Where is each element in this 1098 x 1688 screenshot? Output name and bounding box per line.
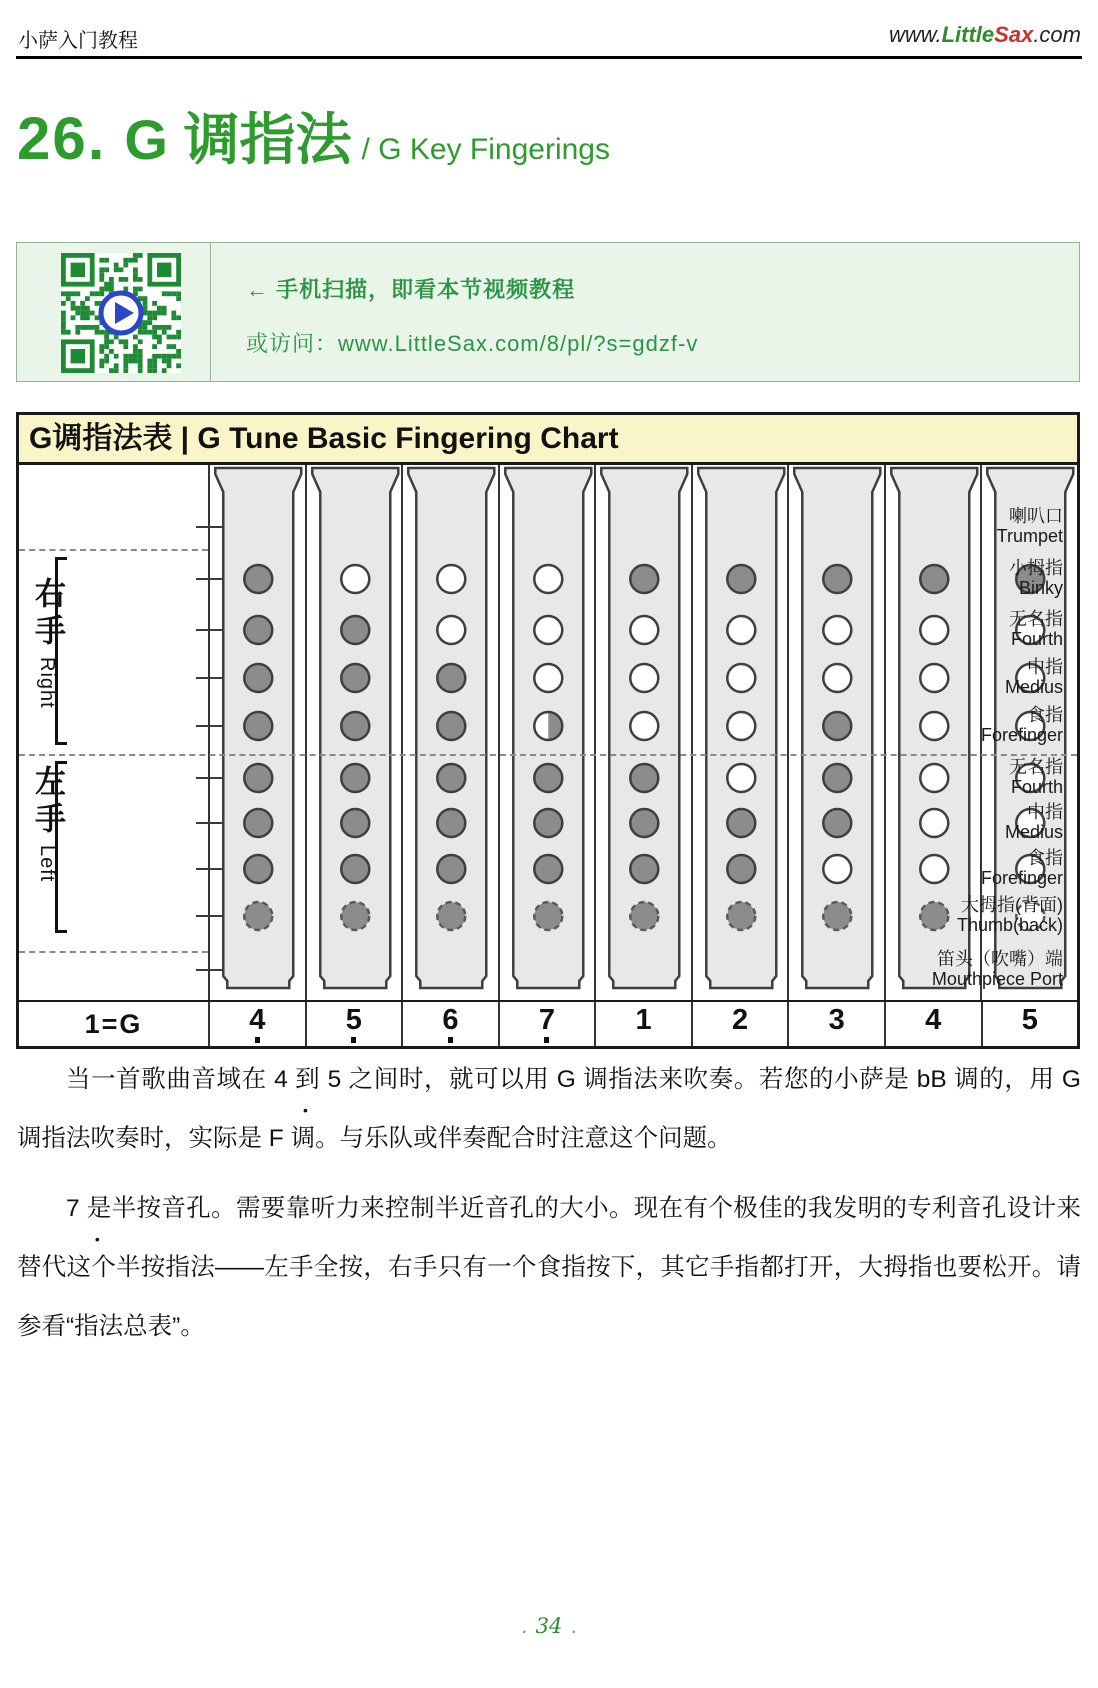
tone-hole-filled: [437, 809, 465, 837]
section-title: [17, 96, 610, 176]
label-binky-en: Binky: [1018, 578, 1063, 598]
tone-hole-filled-dashed: [341, 902, 369, 930]
note-cell-2: [305, 1002, 402, 1046]
page-number-right-dot: .: [570, 1614, 578, 1638]
hand-left: [25, 765, 70, 882]
label-forefinger-en: Forefinger: [980, 868, 1063, 888]
note-number: 4: [925, 1003, 942, 1036]
label-trumpet-cn: 喇叭口: [1009, 506, 1063, 526]
tone-hole-open: [437, 616, 465, 644]
label-medius: [1005, 657, 1063, 697]
url-com: .com: [1033, 22, 1081, 47]
tone-hole-open: [727, 712, 755, 740]
label-binky-cn: 小拇指: [1009, 558, 1063, 578]
qr-video-box: [16, 242, 1080, 382]
paragraph-1: [17, 1050, 1081, 1168]
tone-hole-filled: [244, 616, 272, 644]
label-connector-line: [196, 868, 222, 870]
tone-hole-open: [727, 664, 755, 692]
label-thumb-back-: [957, 895, 1063, 935]
instrument-tube: [789, 465, 886, 1000]
fingering-column-6: [691, 465, 788, 1000]
instrument-tube: [403, 465, 500, 1000]
label-connector-line: [196, 677, 222, 679]
label-forefinger-en: Forefinger: [980, 725, 1063, 745]
fingering-column-5: [594, 465, 691, 1000]
label-connector-line: [196, 629, 222, 631]
note-cell-6: [691, 1002, 788, 1046]
tone-hole-filled: [244, 764, 272, 792]
url-little: Little: [941, 22, 995, 47]
note-number: 2: [732, 1003, 749, 1036]
hand-right-cn: 右手: [30, 577, 65, 651]
section-dashed-divider: [19, 951, 208, 953]
label-connector-line: [196, 822, 222, 824]
tone-hole-filled-dashed: [630, 902, 658, 930]
body-text: [17, 1050, 1081, 1367]
fingering-chart: [16, 412, 1080, 1049]
fingering-column-7: [787, 465, 884, 1000]
section-number: 26.: [17, 105, 107, 172]
tone-hole-filled: [437, 764, 465, 792]
page-number-left-dot: .: [520, 1614, 528, 1638]
label-fourth-cn: 无名指: [1009, 609, 1063, 629]
tone-hole-filled: [244, 712, 272, 740]
instrument-tube: [500, 465, 597, 1000]
tone-hole-filled: [244, 565, 272, 593]
paragraph-text: 到 5 之间时，就可以用 G 调指法来吹奏。若您的小萨是 bB 调的，用 G 调指法吹奏时，实际是 F 调。与乐队或伴奏配合时注意这个问题。: [17, 1066, 1081, 1152]
label-connector-line: [196, 915, 222, 917]
header-rule: [16, 56, 1082, 59]
chart-note-row: [19, 1000, 1077, 1046]
note-number: 5: [1021, 1003, 1038, 1036]
tone-hole-filled: [727, 855, 755, 883]
label-connector-line: [196, 725, 222, 727]
key-signature: 1=G: [84, 1008, 143, 1039]
tone-hole-filled-dashed: [244, 902, 272, 930]
tone-hole-filled: [630, 855, 658, 883]
tone-hole-filled-dashed: [920, 902, 948, 930]
label-fourth-en: Fourth: [1010, 777, 1063, 797]
instrument-tube: [210, 465, 307, 1000]
page-number-value: 34: [535, 1614, 563, 1638]
tone-hole-filled: [244, 855, 272, 883]
tone-hole-open: [534, 616, 562, 644]
note-cell-1: [208, 1002, 305, 1046]
tone-hole-filled: [824, 712, 852, 740]
tone-hole-open: [920, 764, 948, 792]
tone-hole-filled: [630, 764, 658, 792]
tone-hole-open: [920, 664, 948, 692]
note-cell-9: [981, 1002, 1078, 1046]
label-connector-line: [196, 969, 222, 971]
qr-url-line: [246, 327, 698, 358]
qr-scan-hint: ← 手机扫描，即看本节视频教程: [246, 277, 576, 302]
label-medius: [1005, 802, 1063, 842]
note-cell-4: [498, 1002, 595, 1046]
tone-hole-open: [920, 809, 948, 837]
label-connector-line: [196, 777, 222, 779]
tone-hole-open: [630, 712, 658, 740]
tone-hole-open: [727, 616, 755, 644]
tone-hole-filled-dashed: [437, 902, 465, 930]
section-title-en: / G Key Fingerings: [361, 133, 610, 166]
hand-left-cn: 左手: [30, 765, 65, 839]
low-octave-dot: [448, 1037, 453, 1043]
label-fourth-cn: 无名指: [1009, 757, 1063, 777]
tone-hole-open: [534, 664, 562, 692]
tone-hole-filled: [437, 712, 465, 740]
tone-hole-filled: [727, 565, 755, 593]
section-dashed-divider: [19, 549, 208, 551]
section-title-cn: G 调指法: [124, 108, 352, 171]
chart-body: [19, 465, 1077, 1000]
label-mouthpiece-port: [932, 949, 1063, 989]
fingering-column-2: [305, 465, 402, 1000]
instrument-tube: [596, 465, 693, 1000]
tone-hole-open: [437, 565, 465, 593]
label-forefinger: [981, 705, 1063, 745]
instrument-tube: [693, 465, 790, 1000]
note-number: 7: [538, 1003, 556, 1036]
low-octave-dot: [351, 1037, 356, 1043]
tone-hole-filled: [437, 855, 465, 883]
label-fourth: [1009, 757, 1063, 797]
tone-hole-open: [920, 712, 948, 740]
tone-hole-filled: [437, 664, 465, 692]
low-octave-dot: [544, 1037, 549, 1043]
label-mouthpiece-port-en: Mouthpiece Port: [931, 969, 1063, 989]
header-website: [889, 22, 1081, 48]
tone-hole-filled: [534, 764, 562, 792]
section-dashed-divider: [19, 754, 1077, 756]
label-forefinger: [981, 848, 1063, 888]
qr-url-prefix: 或访问：: [246, 331, 339, 356]
paragraph-text: 当一首歌曲音域在: [66, 1066, 275, 1093]
tone-hole-filled: [534, 855, 562, 883]
tone-hole-filled: [630, 809, 658, 837]
label-forefinger-cn: 食指: [1027, 848, 1063, 868]
tone-hole-filled: [824, 565, 852, 593]
tone-hole-filled: [824, 809, 852, 837]
hand-right: [25, 577, 70, 709]
tone-hole-filled: [824, 764, 852, 792]
note-number: 1: [635, 1003, 652, 1036]
note-cell-8: [884, 1002, 981, 1046]
chart-title: G调指法表 | G Tune Basic Fingering Chart: [19, 415, 1077, 465]
note-cell-7: [787, 1002, 884, 1046]
url-sax: Sax: [994, 22, 1034, 47]
label-thumb-back--cn: 大拇指(背面): [961, 895, 1063, 915]
label-connector-line: [196, 526, 222, 528]
label-medius-en: Medius: [1004, 822, 1063, 842]
label-medius-cn: 中指: [1027, 657, 1063, 677]
tone-hole-filled: [341, 764, 369, 792]
tone-hole-open: [630, 616, 658, 644]
header-book-title: 小萨入门教程: [18, 30, 138, 52]
tone-hole-filled: [727, 809, 755, 837]
fingering-column-1: [208, 465, 305, 1000]
label-medius-en: Medius: [1004, 677, 1063, 697]
jianpu-low-note: 4 •: [274, 1066, 288, 1093]
label-mouthpiece-port-cn: 笛头（吹嘴）端: [937, 949, 1063, 969]
tone-hole-filled: [341, 809, 369, 837]
label-fourth-en: Fourth: [1010, 629, 1063, 649]
note-number: 4: [249, 1003, 266, 1036]
note-cell-3: [401, 1002, 498, 1046]
qr-box-divider: [210, 243, 211, 381]
label-medius-cn: 中指: [1027, 802, 1063, 822]
tone-hole-filled-dashed: [727, 902, 755, 930]
paragraph-2: [17, 1179, 1081, 1356]
fingering-column-3: [401, 465, 498, 1000]
tone-hole-open: [341, 565, 369, 593]
tone-hole-open: [824, 664, 852, 692]
page-number: [0, 1614, 1098, 1638]
tone-hole-open: [824, 616, 852, 644]
tone-hole-open: [630, 664, 658, 692]
note-number: 3: [828, 1003, 845, 1036]
tone-hole-filled: [534, 809, 562, 837]
low-octave-dot: [255, 1037, 260, 1043]
paragraph-text: 是半按音孔。需要靠听力来控制半近音孔的大小。现在有个极佳的我发明的专利音孔设计来替代这个半按指法——左手全按，右手只有一个食指按下，其它手指都打开，大拇指也要松开。请参看“指法总表”。: [17, 1195, 1081, 1340]
tone-hole-filled: [341, 712, 369, 740]
qr-url: www.LittleSax.com/8/pl/?s=gdzf-v: [338, 331, 699, 356]
jianpu-low-note: 7 •: [66, 1195, 80, 1222]
tone-hole-filled-dashed: [534, 902, 562, 930]
tone-hole-filled: [341, 616, 369, 644]
tone-hole-filled: [341, 664, 369, 692]
tone-hole-filled: [630, 565, 658, 593]
label-thumb-back--en: Thumb(back): [956, 915, 1063, 935]
label-connector-line: [196, 578, 222, 580]
tone-hole-filled-dashed: [824, 902, 852, 930]
fingering-column-4: [498, 465, 595, 1000]
tone-hole-filled: [244, 664, 272, 692]
note-number: 6: [442, 1003, 459, 1036]
tone-hole-open: [824, 855, 852, 883]
tone-hole-open: [920, 616, 948, 644]
qr-code: [61, 253, 181, 373]
note-cell-5: [594, 1002, 691, 1046]
tone-hole-filled: [244, 809, 272, 837]
label-fourth: [1009, 609, 1063, 649]
hand-right-en: Right: [36, 657, 58, 709]
url-www: www.: [889, 22, 942, 47]
instrument-tube: [307, 465, 404, 1000]
label-binky: [1009, 558, 1063, 598]
label-forefinger-cn: 食指: [1027, 705, 1063, 725]
tone-hole-open: [920, 855, 948, 883]
tone-hole-filled: [341, 855, 369, 883]
tone-hole-open: [727, 764, 755, 792]
note-number: 5: [345, 1003, 362, 1036]
label-trumpet: [997, 506, 1063, 546]
tone-hole-open: [534, 565, 562, 593]
tone-hole-filled: [920, 565, 948, 593]
hand-left-en: Left: [36, 845, 58, 883]
label-trumpet-en: Trumpet: [996, 526, 1063, 546]
